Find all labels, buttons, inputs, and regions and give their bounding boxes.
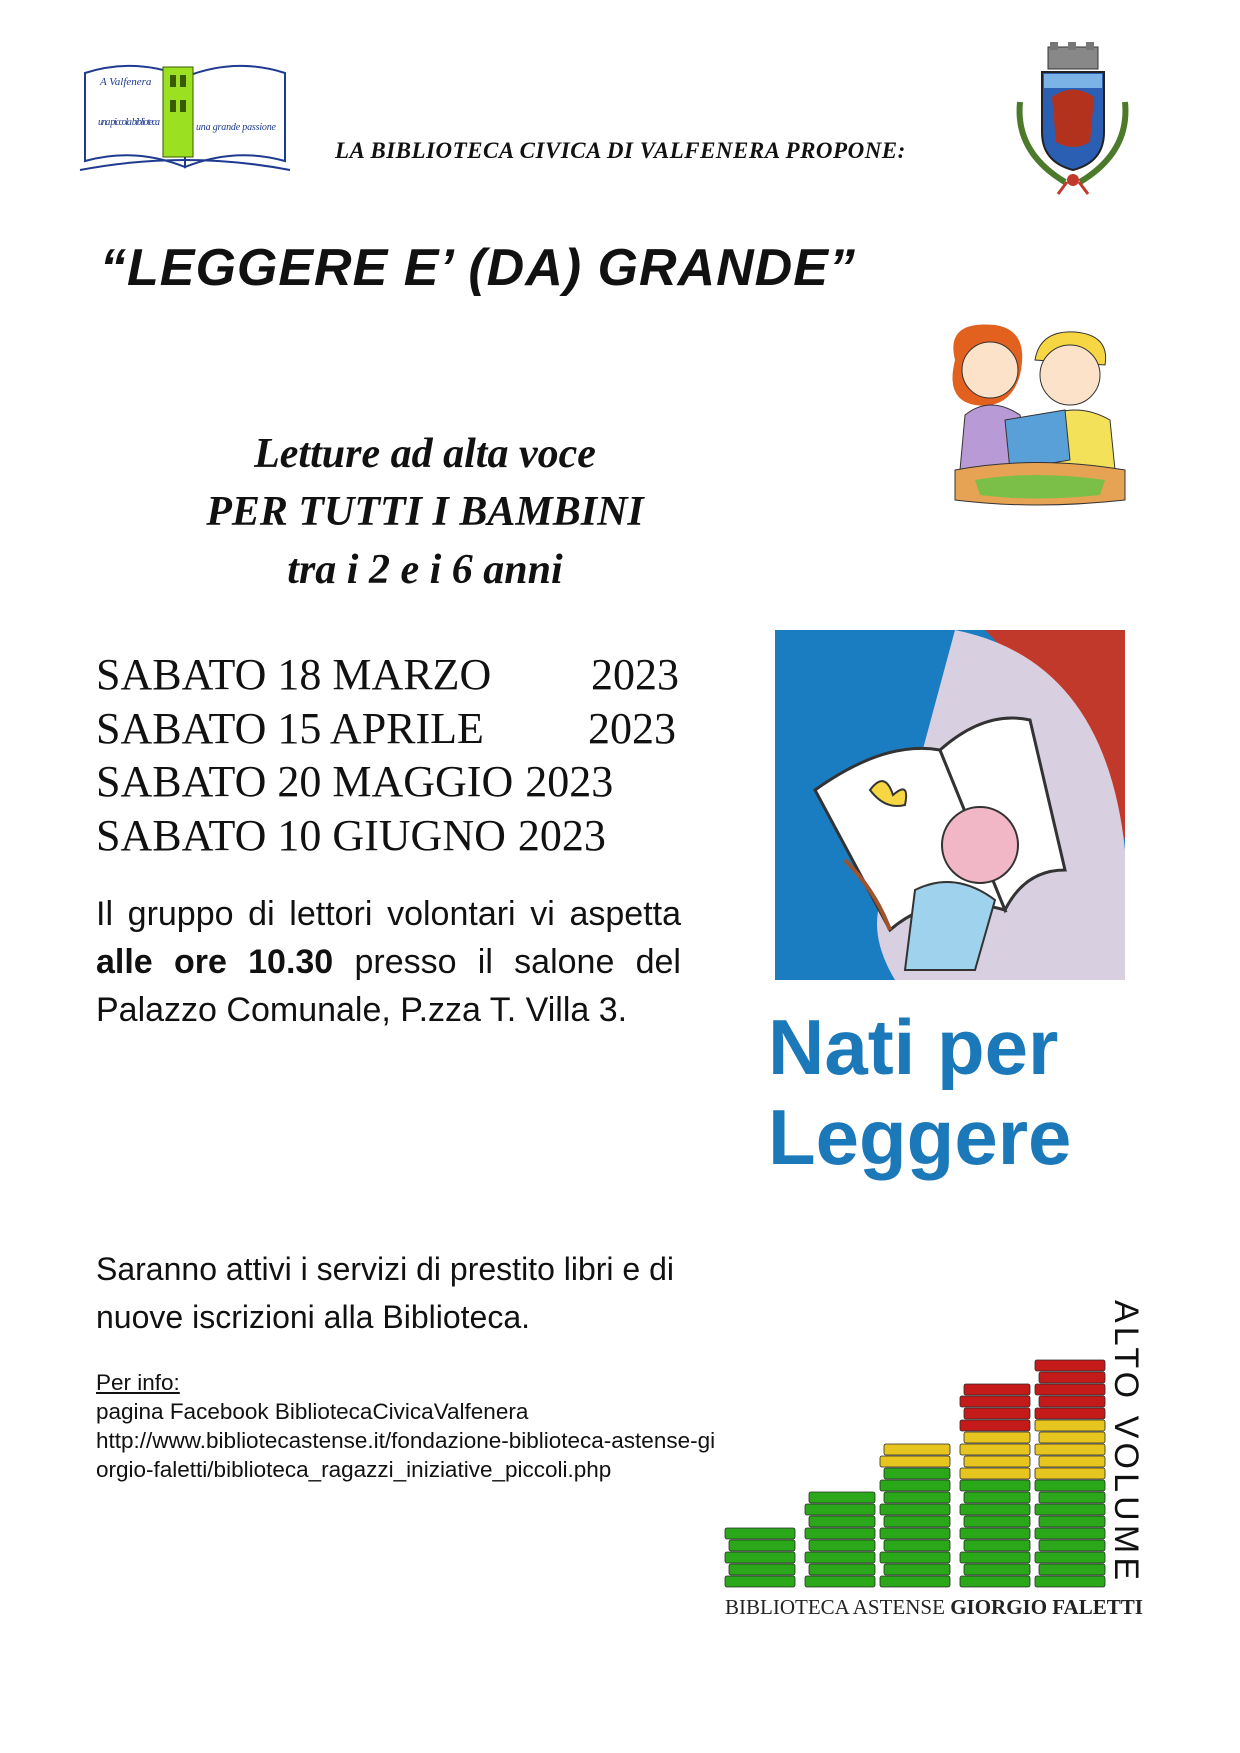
- book-icon: [1039, 1456, 1105, 1467]
- event-dates: [96, 648, 811, 862]
- book-icon: [960, 1576, 1030, 1587]
- date-row: [96, 809, 811, 863]
- book-icon: [725, 1576, 795, 1587]
- date-row: [96, 702, 811, 756]
- book-icon: [960, 1420, 1030, 1431]
- book-icon: [725, 1552, 795, 1563]
- caption-bold: GIORGIO FALETTI: [950, 1595, 1143, 1619]
- book-icon: [1039, 1372, 1105, 1383]
- book-icon: [1039, 1540, 1105, 1551]
- info-facebook: pagina Facebook BibliotecaCivicaValfenera: [96, 1399, 529, 1424]
- book-icon: [1035, 1504, 1105, 1515]
- alto-volume-logo: [720, 1290, 1145, 1620]
- book-icon: [960, 1468, 1030, 1479]
- book-icon: [964, 1384, 1030, 1395]
- book-icon: [809, 1492, 875, 1503]
- logo-text-line2: una piccola biblioteca: [98, 117, 160, 128]
- book-icon: [729, 1564, 795, 1575]
- subtitle-line2: PER TUTTI I BAMBINI: [206, 489, 644, 535]
- header-propone: LA BIBLIOTECA CIVICA DI VALFENERA PROPONE:: [335, 138, 906, 163]
- nati-per-leggere-logo-image: [775, 630, 1125, 980]
- book-icon: [964, 1516, 1030, 1527]
- book-icon: [964, 1492, 1030, 1503]
- book-icon: [1039, 1492, 1105, 1503]
- book-icon: [880, 1456, 950, 1467]
- book-icon: [809, 1516, 875, 1527]
- book-icon: [884, 1444, 950, 1455]
- book-icon: [880, 1504, 950, 1515]
- date-label: SABATO 15 APRILE: [96, 703, 484, 753]
- book-icon: [1035, 1480, 1105, 1491]
- book-icon: [805, 1576, 875, 1587]
- book-icon: [805, 1504, 875, 1515]
- description-text-2: presso il salone del Palazzo Comunale, P.zza T. Villa 3.: [96, 943, 681, 1029]
- services-note: Saranno attivi i servizi di prestito libri e di nuove iscrizioni alla Biblioteca.: [96, 1251, 675, 1335]
- book-icon: [809, 1564, 875, 1575]
- nati-per-leggere-wordmark: [768, 1002, 1071, 1182]
- book-icon: [880, 1480, 950, 1491]
- alto-volume-vertical-text: ALTO VOLUME: [1107, 1300, 1145, 1580]
- book-icon: [1035, 1360, 1105, 1371]
- description-time: alle ore 10.30: [96, 943, 334, 981]
- book-icon: [1035, 1384, 1105, 1395]
- book-icon: [1039, 1516, 1105, 1527]
- book-icon: [1039, 1396, 1105, 1407]
- logo-text-line3: una grande passione: [196, 122, 276, 133]
- book-icon: [964, 1432, 1030, 1443]
- npl-line1: Nati per: [768, 1003, 1059, 1091]
- book-icon: [1039, 1432, 1105, 1443]
- book-icon: [964, 1408, 1030, 1419]
- subtitle-line1: Letture ad alta voce: [254, 431, 596, 477]
- book-icon: [960, 1552, 1030, 1563]
- book-icon: [729, 1540, 795, 1551]
- book-icon: [960, 1396, 1030, 1407]
- date-label: SABATO 20 MAGGIO: [96, 757, 514, 806]
- date-year: 2023: [591, 650, 679, 699]
- book-icon: [1035, 1444, 1105, 1455]
- book-icon: [1035, 1420, 1105, 1431]
- book-icon: [884, 1564, 950, 1575]
- date-year: 2023: [525, 757, 614, 806]
- book-icon: [1035, 1576, 1105, 1587]
- date-row: [96, 648, 811, 702]
- date-label: SABATO 10 GIUGNO: [96, 810, 506, 860]
- info-label: Per info:: [96, 1370, 180, 1395]
- book-icon: [809, 1540, 875, 1551]
- book-icon: [880, 1576, 950, 1587]
- book-icon: [960, 1480, 1030, 1491]
- book-icon: [884, 1492, 950, 1503]
- date-row: [96, 755, 811, 809]
- date-label: SABATO 18 MARZO: [96, 650, 492, 699]
- event-description: [96, 890, 681, 1034]
- book-icon: [1035, 1408, 1105, 1419]
- book-icon: [1035, 1528, 1105, 1539]
- book-icon: [880, 1552, 950, 1563]
- npl-line2: Leggere: [768, 1093, 1072, 1181]
- book-icon: [884, 1468, 950, 1479]
- book-icon: [805, 1528, 875, 1539]
- subtitle-line3: tra i 2 e i 6 anni: [287, 547, 563, 593]
- book-icon: [960, 1504, 1030, 1515]
- event-title: “LEGGERE E’ (DA) GRANDE”: [100, 239, 856, 297]
- valfenera-crest: [1010, 42, 1135, 197]
- book-icon: [805, 1552, 875, 1563]
- book-icon: [884, 1540, 950, 1551]
- book-icon: [1035, 1552, 1105, 1563]
- date-year: 2023: [588, 703, 676, 753]
- book-icon: [725, 1528, 795, 1539]
- logo-text-line1: A Valfenera: [100, 76, 152, 88]
- subtitle: [120, 425, 730, 599]
- book-icon: [960, 1444, 1030, 1455]
- book-icon: [964, 1456, 1030, 1467]
- book-icon: [964, 1540, 1030, 1551]
- book-icon: [1035, 1468, 1105, 1479]
- children-reading-illustration: [935, 320, 1135, 510]
- book-icon: [880, 1528, 950, 1539]
- book-icon: [964, 1564, 1030, 1575]
- description-text-1: Il gruppo di lettori volontari vi aspetta: [96, 895, 681, 933]
- book-icon: [1039, 1564, 1105, 1575]
- info-block: [96, 1368, 726, 1484]
- info-url[interactable]: http://www.bibliotecastense.it/fondazione-biblioteca-astense-giorgio-faletti/biblioteca_ragazzi_iniziative_piccoli.php: [96, 1428, 716, 1482]
- date-year: 2023: [517, 810, 606, 860]
- valfenera-library-logo: [80, 55, 295, 175]
- book-icon: [960, 1528, 1030, 1539]
- book-icon: [884, 1516, 950, 1527]
- alto-volume-caption: [725, 1595, 1143, 1620]
- caption-regular: BIBLIOTECA ASTENSE: [725, 1595, 951, 1619]
